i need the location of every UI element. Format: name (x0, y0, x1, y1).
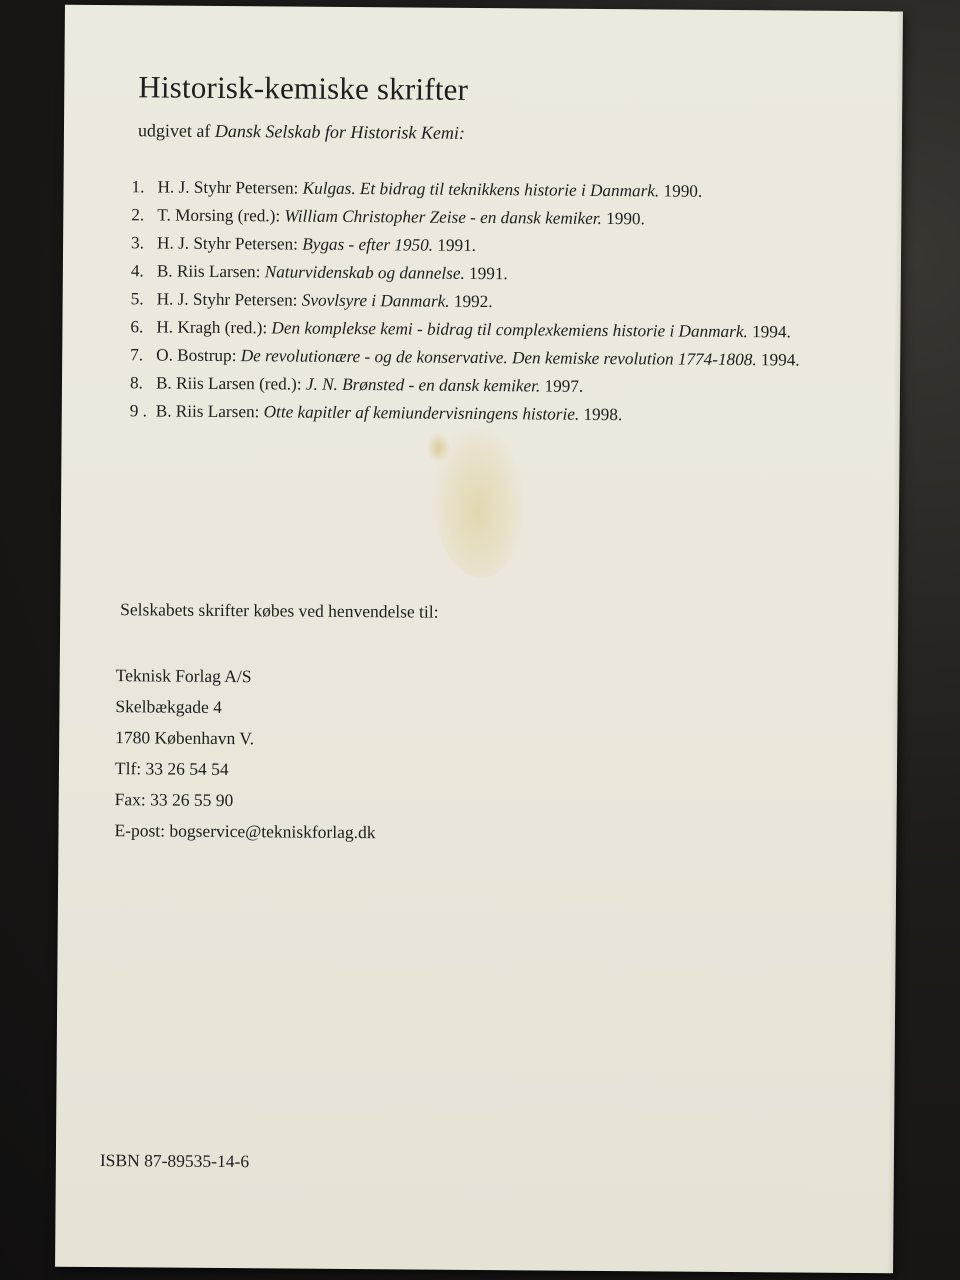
item-author: B. Riis Larsen: (156, 261, 261, 282)
address-phone: Tlf: 33 26 54 54 (114, 758, 229, 780)
item-year: 1990. (663, 181, 703, 201)
publisher-line (138, 120, 465, 144)
address-email: E-post: bogservice@tekniskforlag.dk (114, 820, 376, 843)
item-title: De revolutionære - og de konservative. Den kemiske revolution 1774-1808. (240, 346, 757, 370)
page-title: Historisk-kemiske skrifter (138, 69, 469, 107)
item-title: Svovlsyre i Danmark. (301, 290, 450, 311)
item-year: 1992. (453, 291, 493, 312)
item-author: H. J. Styhr Petersen: (157, 233, 299, 254)
item-title: Bygas - efter 1950. (302, 234, 434, 255)
item-number: 7. (130, 345, 144, 365)
item-number: 1. (131, 177, 145, 197)
item-number: 8. (129, 373, 143, 393)
book-back-cover (55, 5, 903, 1274)
item-number: 3. (131, 233, 145, 253)
item-title: Otte kapitler af kemiundervisningens historie. (263, 402, 580, 424)
item-author: B. Riis Larsen (red.): (155, 373, 302, 394)
publisher-prefix: udgivet af (137, 120, 211, 141)
publisher-name: Dansk Selskab for Historisk Kemi: (214, 120, 466, 143)
list-item (130, 397, 830, 430)
item-number: 4. (130, 261, 144, 281)
cover-text (55, 5, 903, 1274)
item-text (156, 397, 830, 430)
item-year: 1990. (606, 208, 645, 229)
item-number: 2. (131, 205, 145, 225)
item-author: B. Riis Larsen: (155, 401, 260, 422)
item-title: J. N. Brønsted - en dansk kemiker. (305, 374, 541, 396)
item-title: Den komplekse kemi - bidrag til complexkemiens historie i Danmark. (271, 318, 748, 342)
address-block (114, 660, 377, 848)
item-year: 1994. (752, 322, 791, 342)
item-year: 1991. (469, 263, 508, 284)
item-year: 1994. (760, 350, 800, 370)
item-title: Naturvidenskab og dannelse. (264, 262, 465, 283)
item-year: 1991. (437, 235, 477, 255)
item-author: T. Morsing (red.): (157, 205, 281, 226)
item-author: O. Bostrup: (156, 345, 237, 366)
isbn: ISBN 87-89535-14-6 (99, 1150, 250, 1172)
item-author: H. J. Styhr Petersen: (157, 177, 299, 198)
item-number: 5. (130, 289, 144, 309)
address-fax: Fax: 33 26 55 90 (114, 789, 234, 811)
item-number: 9 . (129, 401, 148, 421)
address-city: 1780 København V. (115, 727, 255, 749)
item-year: 1998. (583, 404, 623, 425)
address-street: Skelbækgade 4 (115, 696, 222, 717)
item-title: William Christopher Zeise - en dansk kemiker. (284, 206, 602, 228)
item-year: 1997. (544, 376, 584, 396)
series-list (130, 173, 832, 430)
item-author: H. Kragh (red.): (156, 317, 268, 338)
address-company: Teknisk Forlag A/S (115, 665, 252, 687)
item-number: 6. (130, 317, 144, 337)
item-author: H. J. Styhr Petersen: (156, 289, 298, 310)
purchase-note: Selskabets skrifter købes ved henvendelse til: (120, 599, 439, 622)
item-title: Kulgas. Et bidrag til teknikkens historie i Danmark. (302, 178, 660, 201)
